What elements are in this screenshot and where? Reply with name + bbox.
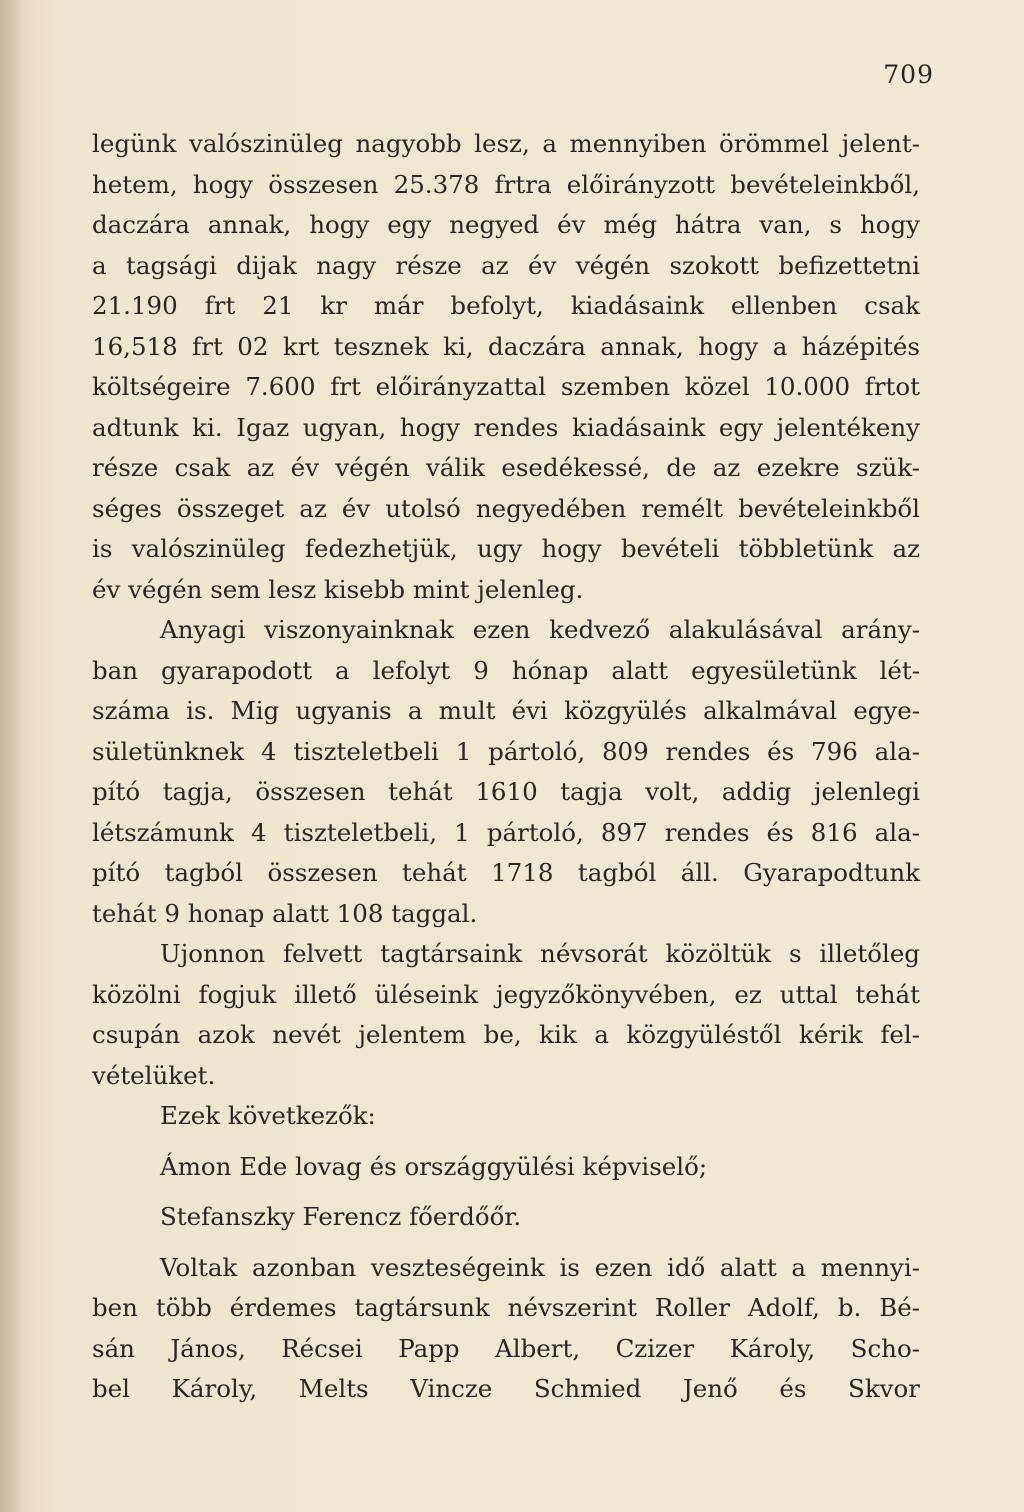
text-line: 21.190 frt 21 kr már befolyt, kiadásaink ellenben csak xyxy=(92,291,920,320)
text-line: 16,518 frt 02 krt tesznek ki, daczára annak, hogy a házépités xyxy=(92,331,920,361)
body-text xyxy=(92,124,920,1410)
text-line: tehát 9 honap alatt 108 taggal. xyxy=(92,898,478,928)
text-line: Ujonnon felvett tagtársaink névsorát közöltük s illetőleg xyxy=(160,939,920,968)
text-line: csupán azok nevét jelentem be, kik a közgyüléstől kérik fel- xyxy=(92,1020,920,1049)
text-line: legünk valószinüleg nagyobb lesz, a mennyiben örömmel jelent- xyxy=(92,129,920,158)
text-line: költségeire 7.600 frt előirányzattal szemben közel 10.000 frtot xyxy=(92,372,920,401)
paragraph xyxy=(92,1248,920,1410)
binding-shadow xyxy=(0,0,26,1512)
text-line: daczára annak, hogy egy negyed év még hátra van, s hogy xyxy=(92,210,920,239)
text-line: vételüket. xyxy=(92,1060,216,1090)
text-line: hetem, hogy összesen 25.378 frtra előirányzott bevételeinkből, xyxy=(92,169,920,199)
text-line: száma is. Mig ugyanis a mult évi közgyülés alkalmával egye- xyxy=(92,696,920,725)
text-line: pító tagja, összesen tehát 1610 tagja volt, addig jelenlegi xyxy=(92,777,920,806)
text-line: sán János, Récsei Papp Albert, Czizer Károly, Scho- xyxy=(92,1333,920,1363)
text-line: közölni fogjuk illető üléseink jegyzőkönyvében, ez uttal tehát xyxy=(92,979,920,1009)
text-line: része csak az év végén válik esedékessé, de az ezekre szük- xyxy=(92,453,920,482)
text-line: adtunk ki. Igaz ugyan, hogy rendes kiadásaink egy jelentékeny xyxy=(92,412,920,442)
text-line: bel Károly, Melts Vincze Schmied Jenő és Skvor xyxy=(92,1374,920,1403)
text-line: is valószinüleg fedezhetjük, ugy hogy bevételi többletünk az xyxy=(92,534,920,563)
text-line: Ezek következők: xyxy=(160,1101,376,1130)
spacer xyxy=(92,1238,920,1248)
paragraph xyxy=(92,1147,920,1188)
text-line: Ámon Ede lovag és országgyülési képviselő; xyxy=(160,1151,708,1181)
paragraph xyxy=(92,124,920,610)
spacer xyxy=(92,1137,920,1147)
paragraph xyxy=(92,610,920,934)
text-line: év végén sem lesz kisebb mint jelenleg. xyxy=(92,574,584,604)
text-line: létszámunk 4 tiszteletbeli, 1 pártoló, 897 rendes és 816 ala- xyxy=(92,817,920,847)
text-line: Anyagi viszonyainknak ezen kedvező alakulásával arány- xyxy=(160,615,920,644)
text-line: séges összeget az év utolsó negyedében remélt bevételeinkből xyxy=(92,493,920,523)
text-line: Stefanszky Ferencz főerdőőr. xyxy=(160,1202,522,1231)
page-number: 709 xyxy=(883,60,934,89)
spacer xyxy=(92,1187,920,1197)
text-line: Voltak azonban veszteségeink is ezen idő alatt a mennyi- xyxy=(160,1252,920,1282)
paragraph xyxy=(92,1096,920,1137)
paragraph xyxy=(92,1197,920,1238)
paragraph xyxy=(92,934,920,1096)
text-line: pító tagból összesen tehát 1718 tagból áll. Gyarapodtunk xyxy=(92,858,920,887)
text-line: ben több érdemes tagtársunk névszerint Roller Adolf, b. Bé- xyxy=(92,1293,920,1322)
text-line: a tagsági dijak nagy része az év végén szokott befizettetni xyxy=(92,250,920,280)
text-line: ban gyarapodott a lefolyt 9 hónap alatt egyesületünk lét- xyxy=(92,655,920,685)
text-line: sületünknek 4 tiszteletbeli 1 pártoló, 809 rendes és 796 ala- xyxy=(92,736,920,766)
